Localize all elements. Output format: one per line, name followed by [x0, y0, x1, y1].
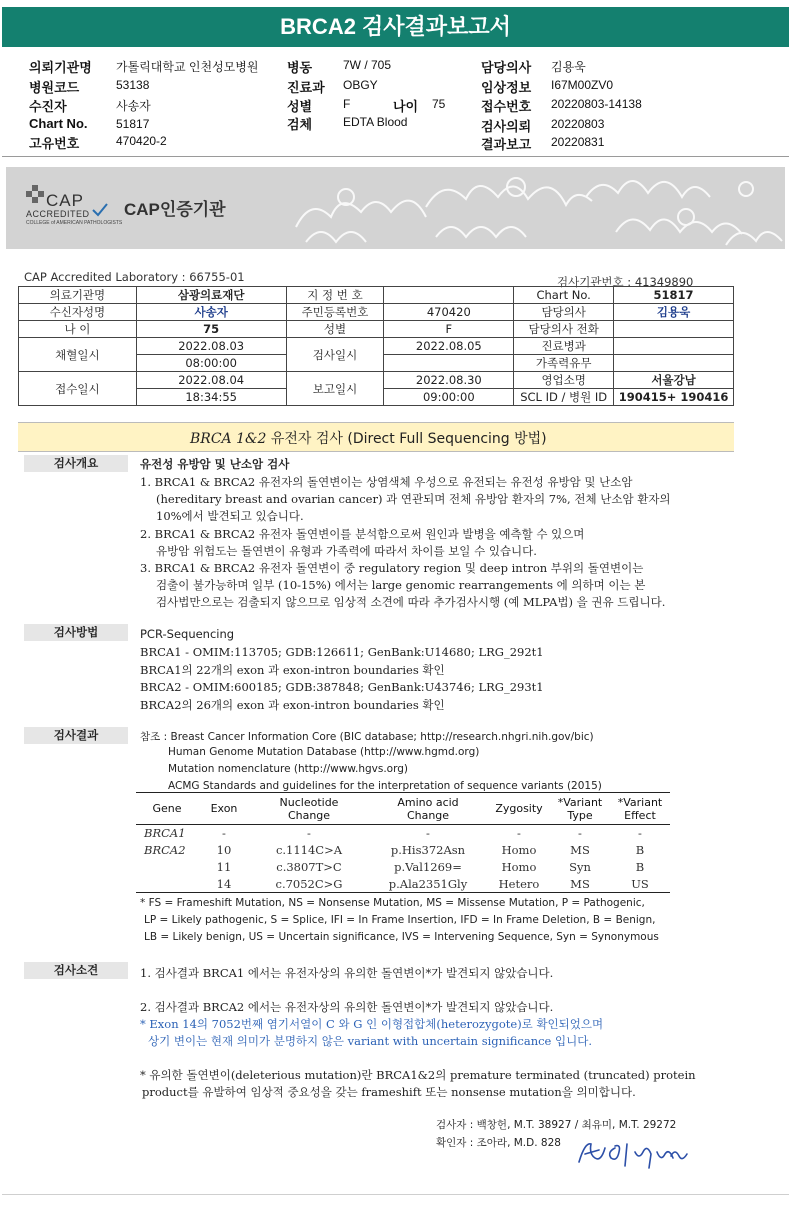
- col-header-zygosity: Zygosity: [488, 793, 550, 825]
- info-value: 2022.08.04: [136, 372, 286, 389]
- col-header-text: Type: [567, 808, 593, 822]
- col-header-text: *Variant: [557, 795, 603, 809]
- header-value: 51817: [116, 117, 150, 131]
- col-header-text: Effect: [624, 808, 656, 822]
- info-label: 지 정 번 호: [286, 287, 384, 304]
- cell-nucleotide: c.3807T>C: [276, 860, 342, 874]
- info-value: 18:34:55: [136, 389, 286, 406]
- header-value: I67M00ZV0: [551, 78, 614, 92]
- legend-line: * FS = Frameshift Mutation, NS = Nonsense Mutation, MS = Missense Mutation, P = Pathogenic,: [140, 897, 645, 909]
- info-label: 담당의사: [514, 304, 614, 321]
- header-value: 김용욱: [551, 60, 586, 74]
- confirmer-line: 확인자 : 조아라, M.D. 828: [436, 1137, 561, 1149]
- variant-table: [136, 792, 670, 893]
- cap-lab-number: CAP Accredited Laboratory : 66755-01: [24, 270, 245, 284]
- info-label: 검사일시: [286, 338, 384, 372]
- info-value: 75: [136, 321, 286, 338]
- col-header-text: Change: [287, 808, 331, 822]
- cell-amino-acid: p.Ala2351Gly: [368, 876, 488, 893]
- info-label: 채혈일시: [19, 338, 137, 372]
- method-line: BRCA1 - OMIM:113705; GDB:126611; GenBank:U14680; LRG_292t1: [140, 645, 544, 659]
- overview-line: 유방암 위험도는 돌연변이 유형과 가족력에 따라서 차이를 보일 수 있습니다.: [156, 544, 537, 558]
- table-row: [136, 842, 670, 859]
- col-header-text: Amino acid: [397, 795, 459, 809]
- info-value: 김용욱: [614, 304, 734, 321]
- cell-gene: BRCA2: [144, 843, 186, 857]
- info-value: 2022.08.03: [136, 338, 286, 355]
- info-value: 서울강남: [614, 372, 734, 389]
- info-value: 2022.08.30: [384, 372, 514, 389]
- info-label: 가족력유무: [514, 355, 614, 372]
- cell-nucleotide: -: [307, 826, 311, 841]
- col-header-amino-acid: [368, 793, 488, 825]
- cloud-pattern-icon: [286, 167, 785, 249]
- col-header-text: Change: [406, 808, 450, 822]
- header-label: 나이: [393, 99, 419, 114]
- cell-type: MS: [570, 843, 590, 857]
- header-value: 7W / 705: [343, 58, 392, 72]
- table-row: [136, 825, 670, 842]
- section-tag-overview: 검사개요: [24, 455, 128, 472]
- col-header-variant-type: [550, 793, 610, 825]
- header-label: 수진자: [29, 99, 67, 114]
- checkmark-icon: [92, 203, 108, 217]
- cap-accredited-title: CAP인증기관: [124, 200, 226, 219]
- cell-effect: US: [610, 876, 670, 893]
- cell-gene: BRCA1: [144, 826, 186, 841]
- cell-exon: -: [222, 826, 226, 841]
- header-label: 병원코드: [29, 80, 80, 95]
- legend-line: LB = Likely benign, US = Uncertain significance, IVS = Intervening Sequence, Syn = Synonymous: [144, 931, 659, 943]
- header-value: 가톨릭대학교 인천성모병원: [116, 60, 259, 74]
- info-value: 삼광의료재단: [136, 287, 286, 304]
- info-value: [614, 355, 734, 372]
- info-value: 470420: [384, 304, 514, 321]
- info-label: 수신자성명: [19, 304, 137, 321]
- section-tag-opinion: 검사소견: [24, 962, 128, 979]
- cap-banner: [6, 167, 785, 249]
- cell-effect: B: [635, 860, 645, 874]
- table-row: [136, 859, 670, 876]
- cell-exon: 10: [216, 843, 232, 857]
- header-value: 20220831: [551, 135, 605, 149]
- info-value: 09:00:00: [384, 389, 514, 406]
- cap-logo-icon: [26, 185, 48, 207]
- header-value: 75: [432, 97, 446, 111]
- header-label: 임상정보: [481, 80, 532, 95]
- section-tag-result: 검사결과: [24, 727, 128, 744]
- header-value: F: [343, 97, 351, 111]
- col-header-gene: Gene: [136, 793, 198, 825]
- cell-amino-acid: p.His372Asn: [390, 843, 466, 857]
- cap-logo-text: CAP: [46, 191, 84, 210]
- overview-line: 1. BRCA1 & BRCA2 유전자의 돌연변이는 상염색체 우성으로 유전되는 유전성 유방암 및 난소암: [140, 475, 633, 489]
- info-label: 성별: [286, 321, 384, 338]
- opinion-line: 1. 검사결과 BRCA1 에서는 유전자상의 유의한 돌연변이*가 발견되지 않았습니다.: [140, 966, 554, 980]
- cell-exon: 11: [216, 860, 232, 874]
- divider: [2, 156, 789, 157]
- header-label: 성별: [287, 99, 313, 114]
- overview-line: 검출이 불가능하며 일부 (10-15%) 에서는 large genomic rearrangements 에 의하며 이는 본: [156, 578, 646, 592]
- info-value: [614, 321, 734, 338]
- cell-zygosity: Homo: [501, 843, 537, 857]
- header-label: 고유번호: [29, 136, 80, 151]
- info-value: 사송자: [136, 304, 286, 321]
- opinion-note: 상기 변이는 현재 의미가 분명하지 않은 variant with uncertain significance 입니다.: [148, 1034, 593, 1048]
- header-value: 20220803: [551, 117, 605, 131]
- info-value: [384, 355, 514, 372]
- test-title-text: 유전자 검사 (Direct Full Sequencing 방법): [266, 431, 547, 447]
- info-label: 영업소명: [514, 372, 614, 389]
- reference-line: Human Genome Mutation Database (http://www.hgmd.org): [168, 746, 480, 758]
- info-value: 08:00:00: [136, 355, 286, 372]
- cell-zygosity: -: [517, 826, 521, 841]
- method-line: BRCA1의 22개의 exon 과 exon-intron boundaries 확인: [140, 663, 445, 677]
- info-value: 190415+ 190416: [614, 389, 734, 406]
- overview-line: 검사법만으로는 검출되지 않으므로 임상적 소견에 따라 추가검사시행 (예 MLPA법) 을 권유 드립니다.: [156, 595, 666, 609]
- opinion-footnote: product를 유발하여 임상적 중요성을 갖는 frameshift 또는 nonsense mutation을 의미합니다.: [142, 1085, 636, 1099]
- cell-gene: [136, 859, 198, 876]
- reference-line: ACMG Standards and guidelines for the interpretation of sequence variants (2015): [168, 780, 602, 792]
- opinion-footnote: * 유의한 돌연변이(deleterious mutation)란 BRCA1&2의 premature terminated (truncated) protein: [140, 1068, 696, 1082]
- cell-gene: [136, 876, 198, 893]
- method-line: BRCA2의 26개의 exon 과 exon-intron boundaries 확인: [140, 698, 445, 712]
- cell-effect: -: [638, 826, 642, 841]
- header-label: 접수번호: [481, 99, 532, 114]
- cell-effect: B: [635, 843, 645, 857]
- examiner-line: 검사자 : 백창헌, M.T. 38927 / 최유미, M.T. 29272: [436, 1119, 677, 1131]
- overview-line: (hereditary breast and ovarian cancer) 과 연관되며 전체 유방암 환자의 7%, 전체 난소암 환자의: [156, 492, 671, 506]
- header-value: 사송자: [116, 99, 151, 113]
- info-label: 보고일시: [286, 372, 384, 406]
- reference-line: Mutation nomenclature (http://www.hgvs.org): [168, 763, 408, 775]
- header-value: OBGY: [343, 78, 378, 92]
- overview-line: 3. BRCA1 & BRCA2 유전자 돌연변이 중 regulatory region 및 deep intron 부위의 돌연변이는: [140, 561, 644, 575]
- info-label: Chart No.: [514, 287, 614, 304]
- cap-college-text: COLLEGE of AMERICAN PATHOLOGISTS: [26, 220, 123, 226]
- col-header-nucleotide: [250, 793, 368, 825]
- header-label: Chart No.: [29, 116, 88, 131]
- cell-amino-acid: p.Val1269=: [394, 860, 462, 874]
- info-label: 담당의사 전화: [514, 321, 614, 338]
- overview-line: 2. BRCA1 & BRCA2 유전자 돌연변이를 분석함으로써 원인과 발병을 예측할 수 있으며: [140, 527, 585, 541]
- info-value: F: [384, 321, 514, 338]
- info-label: 접수일시: [19, 372, 137, 406]
- info-value: [614, 338, 734, 355]
- header-value: 20220803-14138: [551, 97, 642, 111]
- header-value: 470420-2: [116, 134, 167, 148]
- header-label: 검체: [287, 117, 313, 132]
- overview-heading: 유전성 유방암 및 난소암 검사: [140, 457, 290, 471]
- section-tag-method: 검사방법: [24, 624, 128, 641]
- header-label: 결과보고: [481, 137, 532, 152]
- legend-line: LP = Likely pathogenic, S = Splice, IFI = In Frame Insertion, IFD = In Frame Deletion, B = Benign,: [144, 914, 656, 926]
- cap-accredited-text: ACCREDITED: [26, 209, 90, 219]
- header-label: 검사의뢰: [481, 119, 532, 134]
- info-value: 2022.08.05: [384, 338, 514, 355]
- header-value: EDTA Blood: [343, 115, 408, 129]
- cell-nucleotide: c.7052C>G: [250, 876, 368, 893]
- report-title: BRCA2 검사결과보고서: [2, 7, 789, 47]
- divider: [2, 1194, 789, 1195]
- info-label: 진료병과: [514, 338, 614, 355]
- header-label: 의뢰기관명: [29, 60, 92, 75]
- cell-type: MS: [550, 876, 610, 893]
- info-label: SCL ID / 병원 ID: [514, 389, 614, 406]
- cell-zygosity: Hetero: [488, 876, 550, 893]
- method-line: BRCA2 - OMIM:600185; GDB:387848; GenBank:U43746; LRG_293t1: [140, 680, 544, 694]
- info-label: 주민등록번호: [286, 304, 384, 321]
- opinion-line: 2. 검사결과 BRCA2 에서는 유전자상의 유의한 돌연변이*가 발견되지 않았습니다.: [140, 1000, 554, 1014]
- institution-number: 검사기관번호 : 41349890: [557, 275, 694, 289]
- info-value: [384, 287, 514, 304]
- cell-type: Syn: [569, 860, 591, 874]
- cell-amino-acid: -: [426, 826, 430, 841]
- cell-exon: 14: [198, 876, 250, 893]
- overview-line: 10%에서 발견되고 있습니다.: [156, 509, 304, 523]
- col-header-text: *Variant: [617, 795, 663, 809]
- info-label: 의료기관명: [19, 287, 137, 304]
- reference-line: 참조 : Breast Cancer Information Core (BIC database; http://research.nhgri.nih.gov/bic): [140, 731, 594, 743]
- signature-icon: [575, 1134, 695, 1174]
- header-value: 53138: [116, 78, 150, 92]
- header-label: 담당의사: [481, 60, 532, 75]
- info-label: 나 이: [19, 321, 137, 338]
- info-value: 51817: [614, 287, 734, 304]
- patient-header: [0, 50, 791, 156]
- col-header-text: Nucleotide: [279, 795, 339, 809]
- table-row: [136, 876, 670, 893]
- cell-nucleotide: c.1114C>A: [275, 843, 343, 857]
- cell-zygosity: Homo: [501, 860, 537, 874]
- patient-info-table: [18, 286, 734, 406]
- col-header-variant-effect: [610, 793, 670, 825]
- test-title-genes: BRCA 1&2: [190, 431, 267, 447]
- cell-type: -: [578, 826, 582, 841]
- header-label: 진료과: [287, 80, 325, 95]
- col-header-exon: Exon: [198, 793, 250, 825]
- method-line: PCR-Sequencing: [140, 627, 235, 641]
- opinion-note: * Exon 14의 7052번째 염기서열이 C 와 G 인 이형접합체(heterozygote)로 확인되었으며: [140, 1017, 604, 1031]
- header-label: 병동: [287, 60, 313, 75]
- test-title: [190, 428, 547, 448]
